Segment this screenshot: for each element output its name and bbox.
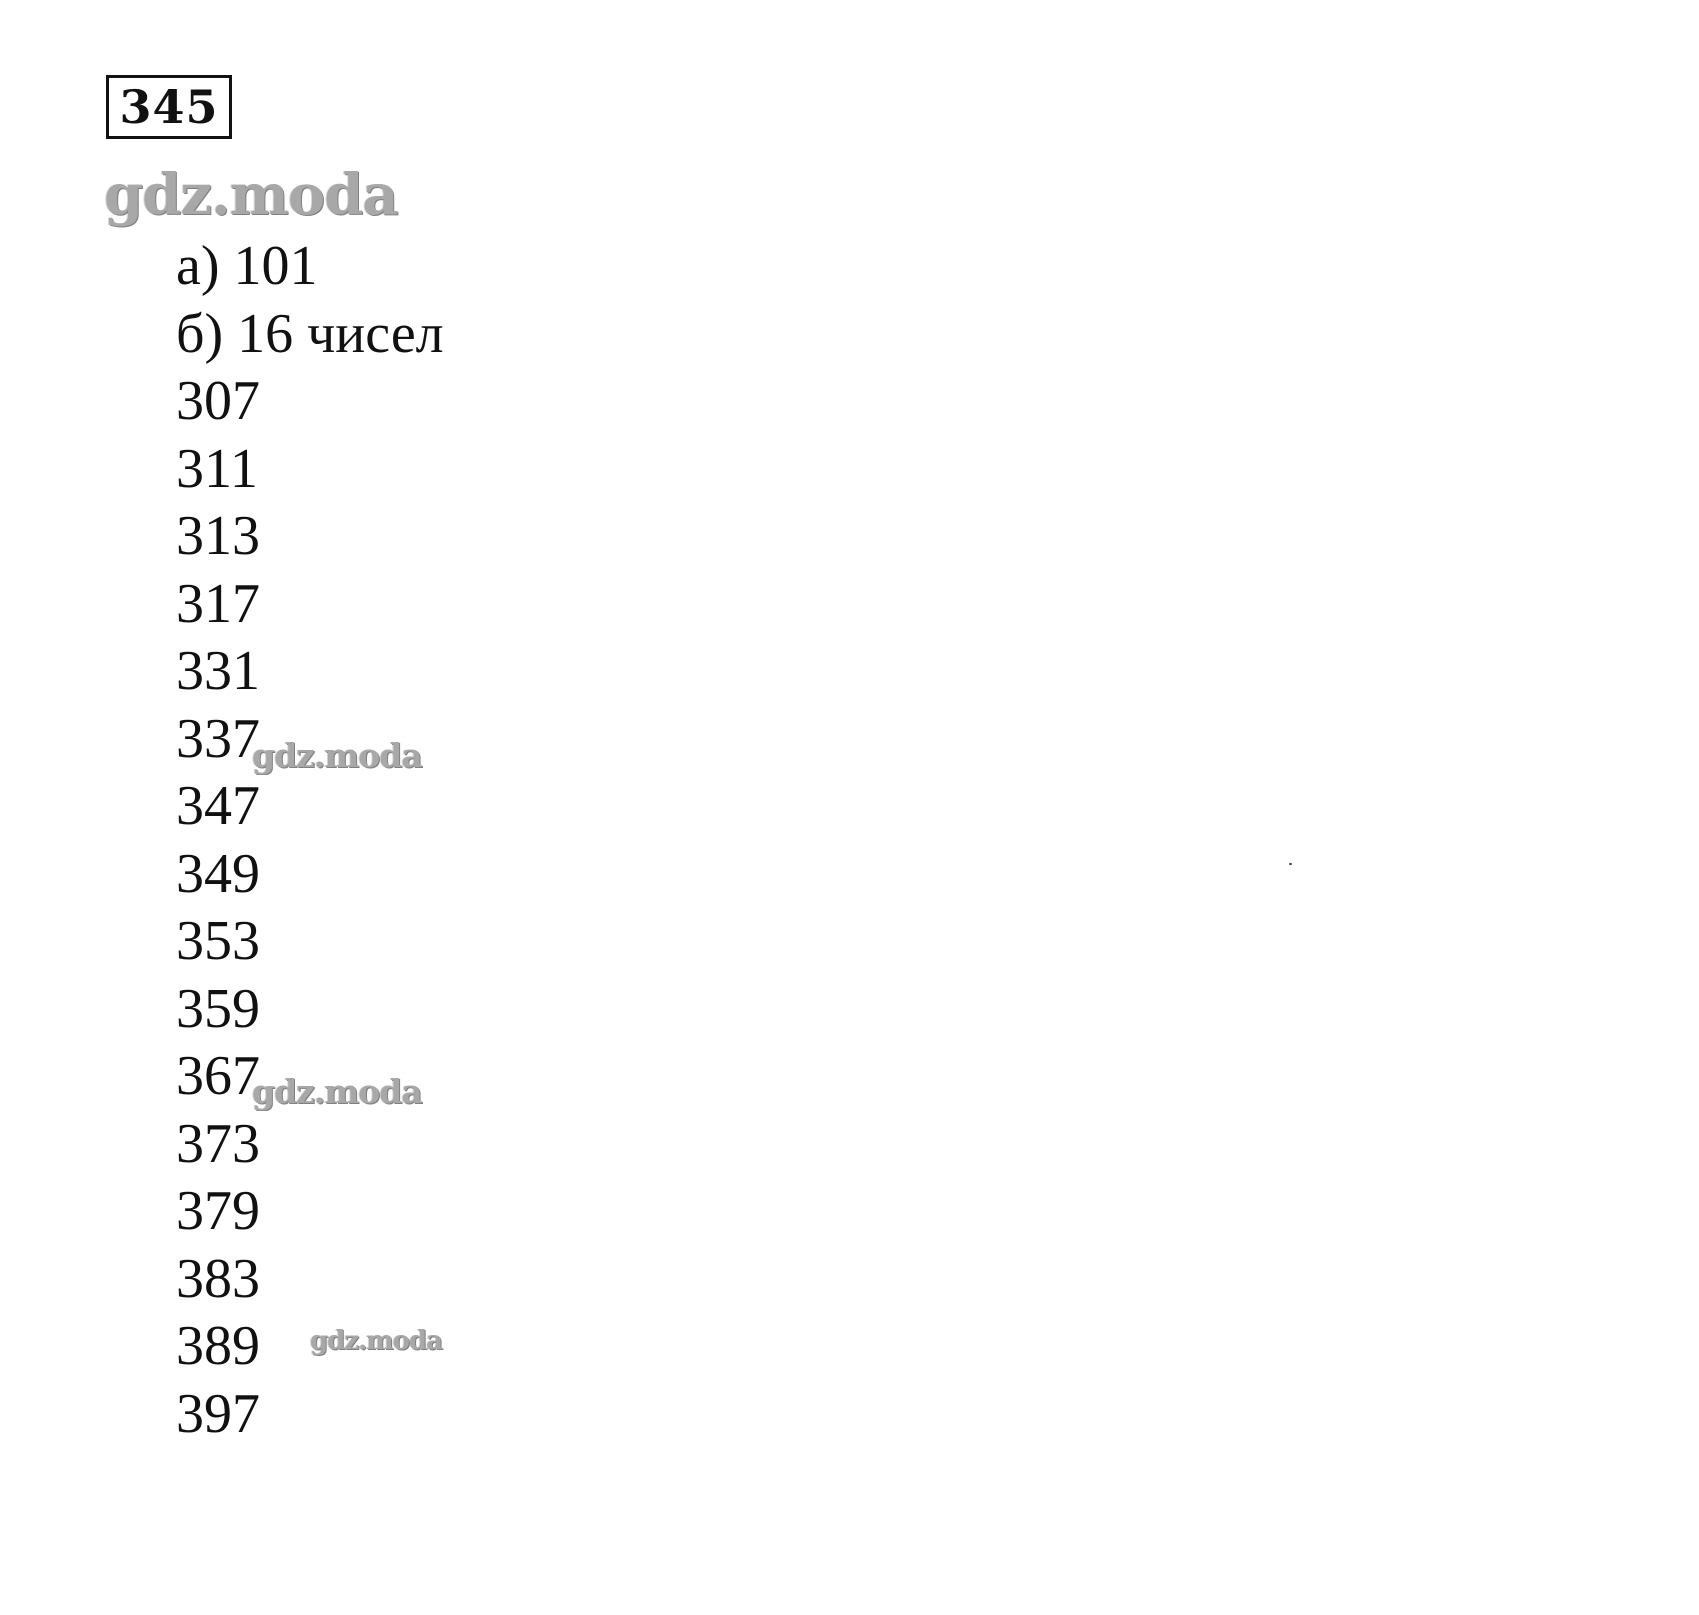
scan-speck: [1289, 863, 1292, 865]
answer-line: 389: [176, 1315, 260, 1377]
answer-line: 307: [176, 370, 260, 432]
watermark-logo: gdz.moda: [104, 162, 398, 228]
answer-line: 347: [176, 775, 260, 837]
answer-line: 397: [176, 1382, 260, 1445]
answer-line: 337: [176, 707, 260, 770]
answer-line: 349: [176, 842, 260, 905]
answer-line: 317: [176, 572, 260, 635]
answer-line: 313: [176, 505, 260, 567]
watermark-logo: gdz.moda: [310, 1326, 443, 1356]
watermark-logo: gdz.moda: [252, 736, 422, 775]
answer-line: 373: [176, 1112, 260, 1175]
answer-line: 311: [176, 437, 258, 500]
answer-line: 353: [176, 910, 260, 972]
answer-list: [176, 233, 444, 1448]
answer-line: б) 16 чисел: [176, 302, 444, 365]
answer-line: 331: [176, 640, 260, 702]
problem-number-box: [106, 75, 232, 139]
answer-line: 359: [176, 977, 260, 1040]
answer-line: а) 101: [176, 235, 318, 297]
answer-line: 379: [176, 1180, 260, 1242]
problem-number: 345: [119, 80, 219, 134]
answer-line: 383: [176, 1247, 260, 1310]
watermark-logo: gdz.moda: [252, 1072, 422, 1111]
answer-line: 367: [176, 1045, 260, 1107]
